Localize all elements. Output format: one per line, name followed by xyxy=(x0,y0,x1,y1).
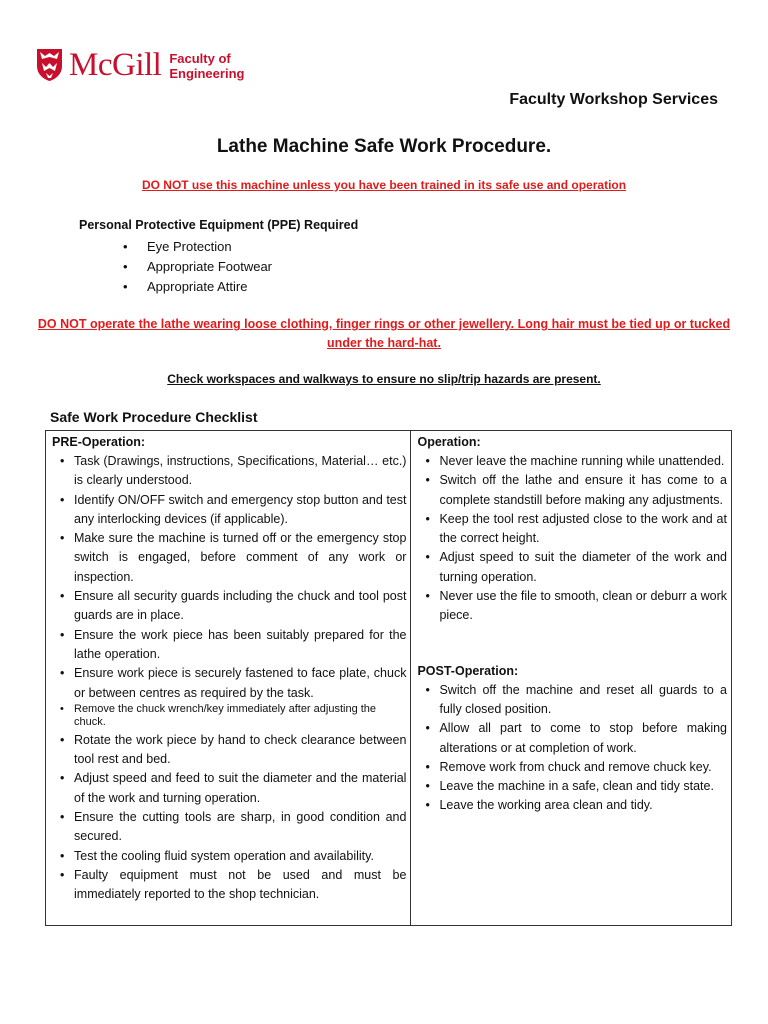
logo-faculty-name xyxy=(169,51,244,81)
mcgill-shield-icon xyxy=(36,48,63,82)
list-item: • Remove work from chuck and remove chuck key. xyxy=(417,758,727,777)
post-operation-heading: POST-Operation: xyxy=(417,663,519,678)
list-item: • Task (Drawings, instructions, Specifications, Material… etc.) is clearly understood. xyxy=(52,452,406,491)
pre-operation-heading: PRE-Operation: xyxy=(52,435,146,449)
ppe-item: • Eye Protection xyxy=(123,237,272,257)
workspace-check-note: Check workspaces and walkways to ensure no slip/trip hazards are present. xyxy=(167,372,601,386)
ppe-item: • Appropriate Attire xyxy=(123,277,272,297)
pre-operation-column xyxy=(46,431,411,925)
list-item: • Ensure work piece is securely fastened to face plate, chuck or between centres as required by the task. xyxy=(52,664,406,703)
list-item: • Allow all part to come to stop before making alterations or at completion of work. xyxy=(417,719,727,758)
ppe-list xyxy=(123,237,272,297)
post-operation-list xyxy=(417,681,727,816)
list-item: • Ensure the cutting tools are sharp, in good condition and secured. xyxy=(52,808,406,847)
list-item: • Ensure the work piece has been suitably prepared for the lathe operation. xyxy=(52,626,406,665)
list-item: • Leave the working area clean and tidy. xyxy=(417,796,727,815)
list-item: • Make sure the machine is turned off or the emergency stop switch is engaged, before comment of any work or inspection. xyxy=(52,529,406,587)
ppe-heading: Personal Protective Equipment (PPE) Required xyxy=(79,218,359,232)
logo-wordmark: McGill xyxy=(69,46,162,83)
list-item: • Adjust speed and feed to suit the diameter and the material of the work and turning operation. xyxy=(52,769,406,808)
list-item: • Test the cooling fluid system operation and availability. xyxy=(52,847,406,866)
section-spacer xyxy=(417,626,727,662)
logo-faculty-line1: Faculty of xyxy=(169,51,231,66)
list-item: • Identify ON/OFF switch and emergency stop button and test any interlocking devices (if applicable). xyxy=(52,491,406,530)
list-item: • Ensure all security guards including the chuck and tool post guards are in place. xyxy=(52,587,406,626)
list-item: • Rotate the work piece by hand to check clearance between tool rest and bed. xyxy=(52,731,406,770)
operation-list xyxy=(417,452,727,626)
training-warning: DO NOT use this machine unless you have been trained in its safe use and operation xyxy=(141,178,627,192)
pre-operation-list xyxy=(52,452,406,905)
checklist-heading: Safe Work Procedure Checklist xyxy=(50,409,258,425)
list-item: • Switch off the lathe and ensure it has come to a complete standstill before making any adjustments. xyxy=(417,471,727,510)
list-item: • Faulty equipment must not be used and must be immediately reported to the shop technician. xyxy=(52,866,406,905)
list-item: • Keep the tool rest adjusted close to the work and at the correct height. xyxy=(417,510,727,549)
list-item: • Adjust speed to suit the diameter of the work and turning operation. xyxy=(417,548,727,587)
mcgill-logo xyxy=(36,48,244,82)
list-item: • Remove the chuck wrench/key immediately after adjusting the chuck. xyxy=(52,703,406,729)
operation-column xyxy=(411,431,731,925)
operation-heading: Operation: xyxy=(417,435,481,449)
list-item: • Leave the machine in a safe, clean and tidy state. xyxy=(417,777,727,796)
checklist-table xyxy=(45,430,732,926)
list-item: • Never leave the machine running while unattended. xyxy=(417,452,727,471)
logo-faculty-line2: Engineering xyxy=(169,66,245,81)
list-item: • Switch off the machine and reset all guards to a fully closed position. xyxy=(417,681,727,720)
department-name: Faculty Workshop Services xyxy=(509,91,718,108)
clothing-warning: DO NOT operate the lathe wearing loose clothing, finger rings or other jewellery. Long hair must be tied up or tucked under the hard-hat. xyxy=(37,317,731,350)
page-title: Lathe Machine Safe Work Procedure. xyxy=(216,136,552,157)
ppe-item: • Appropriate Footwear xyxy=(123,257,272,277)
list-item: • Never use the file to smooth, clean or deburr a work piece. xyxy=(417,587,727,626)
